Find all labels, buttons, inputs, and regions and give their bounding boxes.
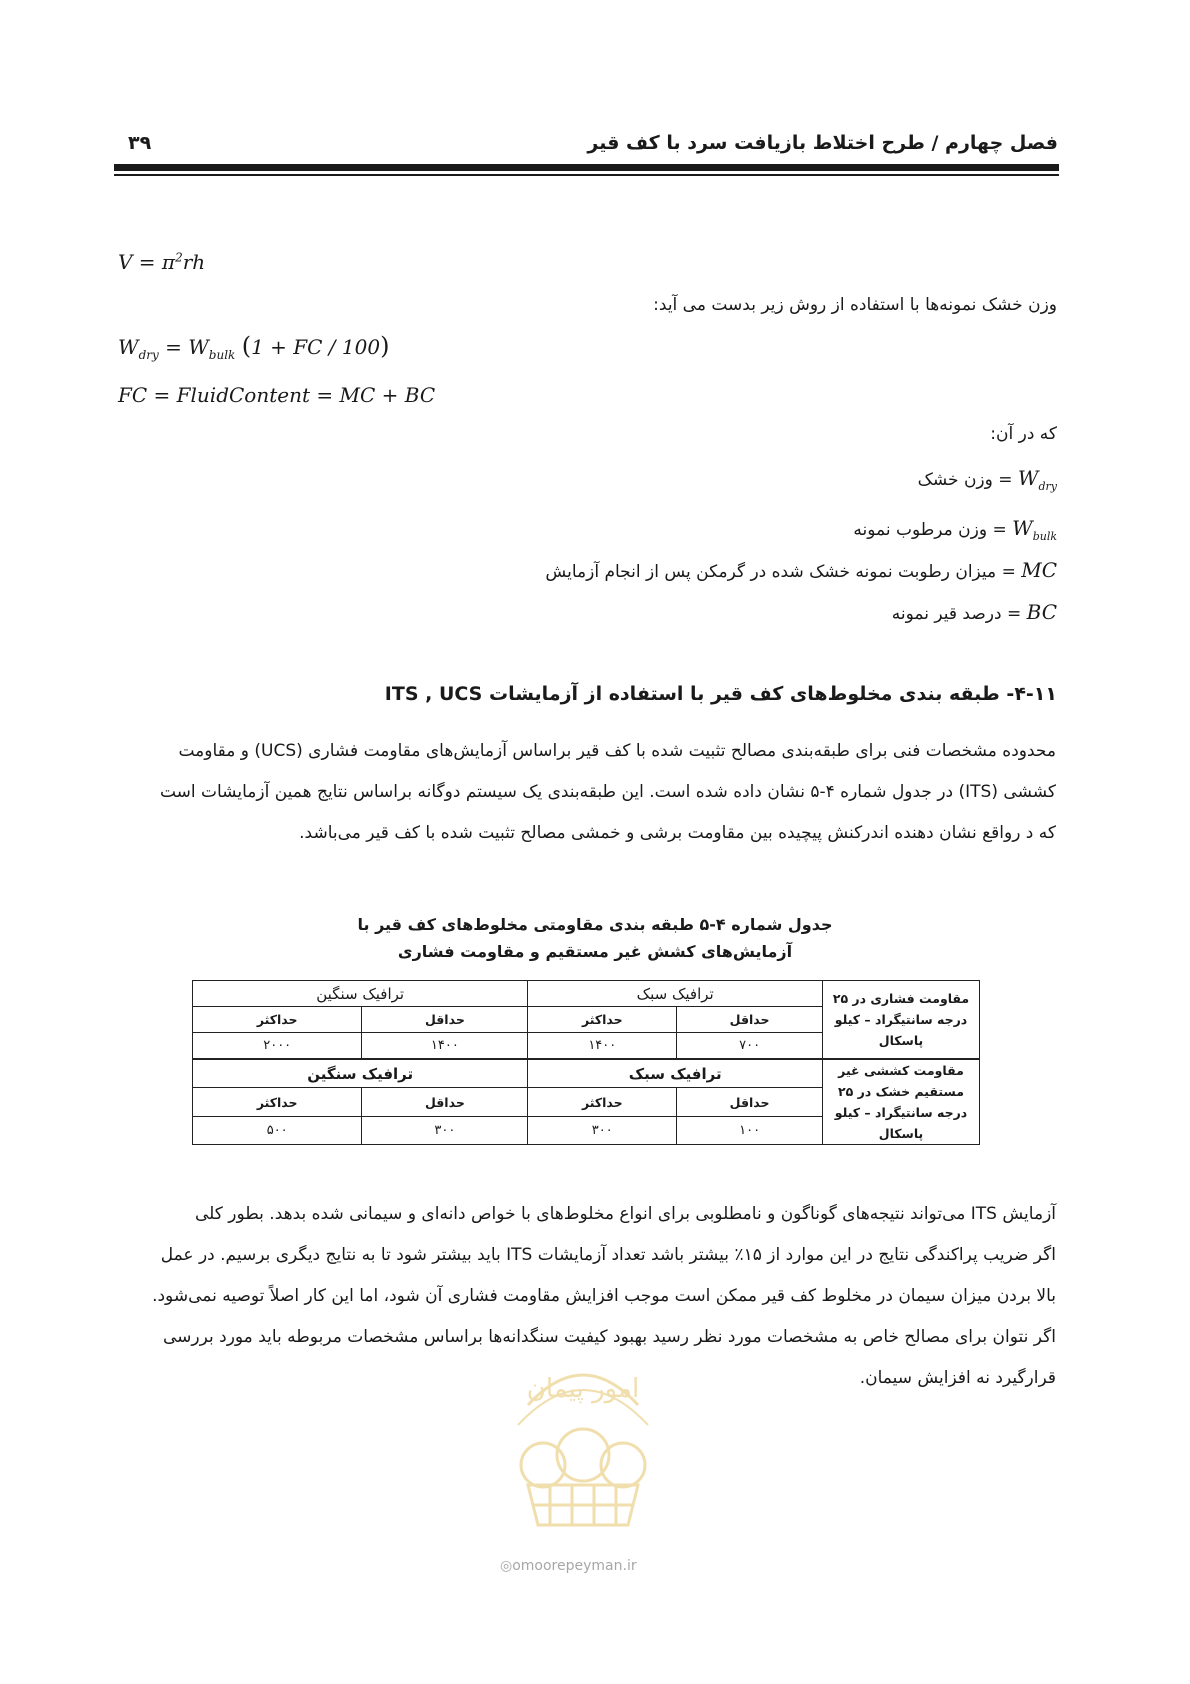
definition-wdry: $W_{dry}$ = وزن خشک [917,466,1057,493]
paragraph-line: اگر ضریب پراکندگی نتایج در این موارد از ۱۵٪ بیشتر باشد تعداد آزمایشات ITS باید بیشتر شود تا به نتایج دیگری برسیم. در عمل [160,1245,1056,1265]
max-header: حداکثر [528,1007,677,1033]
paragraph-line: که د رواقع نشان دهنده اندرکنش پیچیده بین مقاومت برشی و خمشی مصالح تثبیت شده با کف قیر می‌باشد. [299,823,1056,843]
heavy-traffic-header: ترافیک سنگین [193,981,528,1007]
classification-table [192,980,980,1145]
fluid-content-formula: FC = FluidContent = MC + BC [118,383,436,407]
symbol: MC [1021,558,1057,582]
dry-weight-formula: $W_{dry} = W_{bulk}$ (1 + FC / 100) [118,332,390,362]
symbol: $W_{bulk}$ [1012,516,1057,543]
table-cell: ۵۰۰ [193,1116,362,1144]
table-cell: ۳۰۰ [528,1116,677,1144]
light-traffic-header: ترافیک سبک [528,1059,823,1088]
chapter-title: فصل چهارم / طرح اختلاط بازیافت سرد با کف قیر [587,132,1058,154]
table-caption-line1: جدول شماره ۴-۵ طبقه بندی مقاومتی مخلوط‌های کف قیر با [357,915,833,934]
paragraph-line: کششی (ITS) در جدول شماره ۴-۵ نشان داده شده است. این طبقه‌بندی یک سیستم دوگانه براساس نتایج همین آزمایشات است [159,782,1056,802]
symbol: BC [1026,600,1057,624]
paragraph-line: محدوده مشخصات فنی برای طبقه‌بندی مصالح تثبیت شده با کف قیر براساس آزمایش‌های مقاومت فشاری (UCS) و مقاومت [178,741,1056,761]
definitions-intro: که در آن: [990,424,1057,444]
definition-bc: BC = درصد قیر نمونه [891,600,1057,624]
symbol: $W_{dry}$ [1017,466,1057,493]
heavy-traffic-header: ترافیک سنگین [193,1059,528,1088]
min-header: حداقل [362,1088,528,1116]
min-header: حداقل [677,1007,823,1033]
table-cell: ۷۰۰ [677,1033,823,1060]
watermark-logo [488,1335,678,1545]
table-cell: ۱۴۰۰ [362,1033,528,1060]
paragraph-line: بالا بردن میزان سیمان در مخلوط کف قیر ممکن است موجب افزایش مقاومت فشاری آن شود، اما این کار اصلاً توصیه نمی‌شود. [152,1286,1056,1306]
table-cell: ۳۰۰ [362,1116,528,1144]
header-rule-thick [114,164,1059,171]
paragraph-line: آزمایش ITS می‌تواند نتیجه‌های گوناگون و نامطلوبی برای انواع مخلوط‌های با خواص دانه‌ای و سیمانی شده بدهد. بطور کلی [194,1204,1056,1224]
page-number: ۳۹ [128,132,152,154]
volume-formula: $V = \pi^2rh$ [118,250,206,274]
light-traffic-header: ترافیک سبک [528,981,823,1007]
watermark-site: ◎omoorepeyman.ir [500,1558,637,1574]
definition-wbulk: $W_{bulk}$ = وزن مرطوب نمونه [853,516,1057,543]
table-caption-line2: آزمایش‌های کشش غیر مستقیم و مقاومت فشاری [397,942,793,961]
paragraph-line: قرارگیرد نه افزایش سیمان. [859,1368,1056,1388]
max-header: حداکثر [193,1007,362,1033]
definition-mc: MC = میزان رطوبت نمونه خشک شده در گرمکن پس از انجام آزمایش [545,558,1057,582]
table-cell: ۱۰۰ [677,1116,823,1144]
max-header: حداکثر [528,1088,677,1116]
table-cell: ۱۴۰۰ [528,1033,677,1060]
max-header: حداکثر [193,1088,362,1116]
min-header: حداقل [677,1088,823,1116]
section-heading: ۴-۱۱- طبقه بندی مخلوط‌های کف قیر با استفاده از آزمایشات ITS , UCS [384,683,1057,705]
section-paragraph [118,731,1056,854]
header-rule-thin [114,174,1059,176]
watermark-logo-text: امور پیمان [526,1374,640,1404]
its-side-label: مقاومت کششی غیر مستقیم خشک در ۲۵ درجه سانتیگراد – کیلو پاسکال [823,1059,980,1145]
paragraph-line: اگر نتوان برای مصالح خاص به مشخصات مورد نظر رسید بهبود کیفیت سنگدانه‌ها براساس مشخصات مربوطه باید مورد بررسی [162,1327,1056,1347]
ucs-side-label: مقاومت فشاری در ۲۵ درجه سانتیگراد – کیلو پاسکال [823,981,980,1060]
table-cell: ۲۰۰۰ [193,1033,362,1060]
copyright-icon: ◎ [500,1558,513,1574]
min-header: حداقل [362,1007,528,1033]
dry-weight-intro: وزن خشک نمونه‌ها با استفاده از روش زیر بدست می آید: [653,295,1057,315]
